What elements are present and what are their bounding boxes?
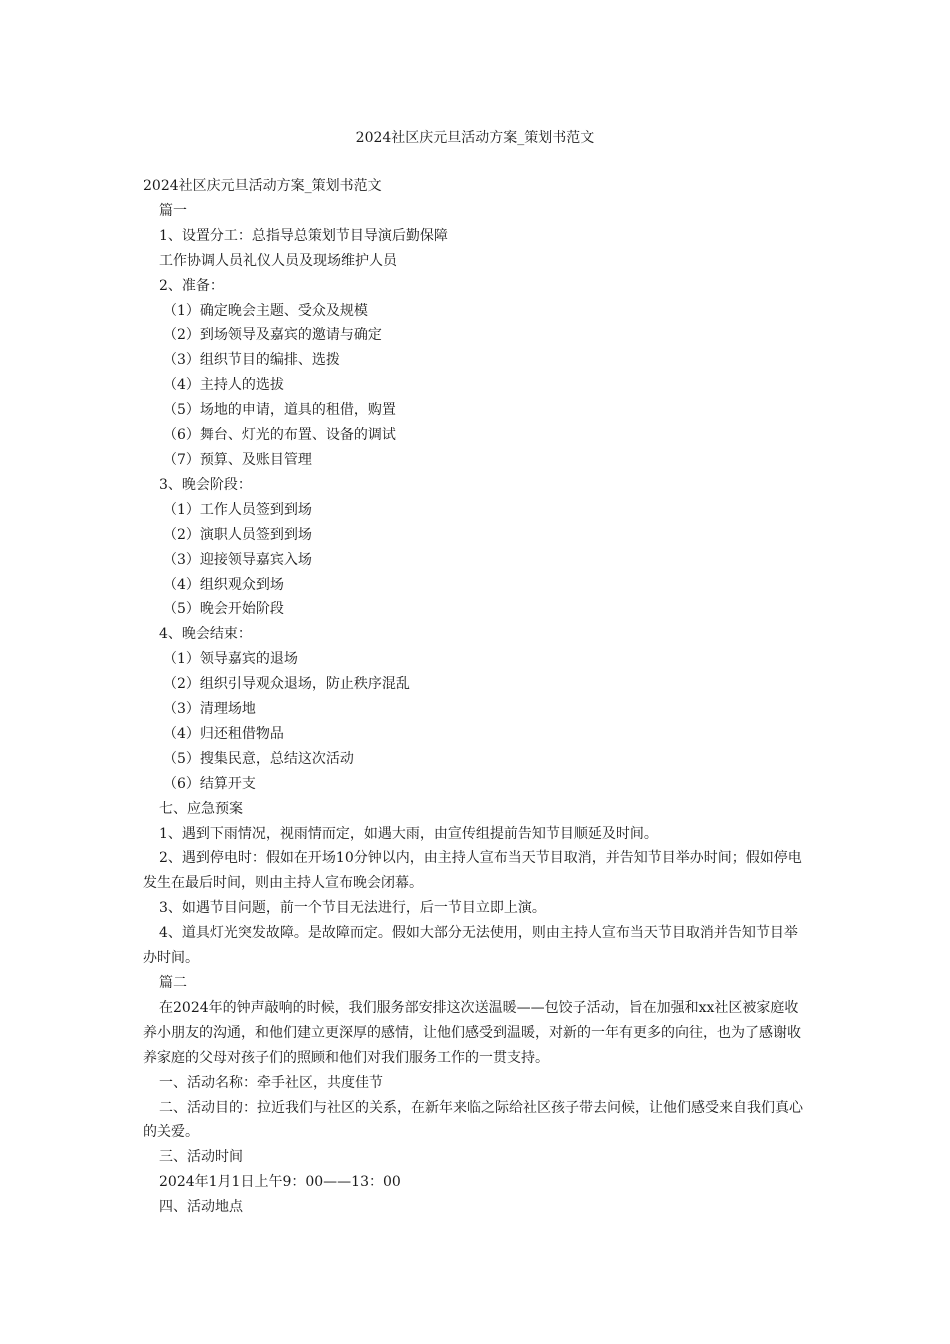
list-item: （1）工作人员签到到场 (163, 501, 312, 518)
paragraph: 工作协调人员礼仪人员及现场维护人员 (159, 252, 397, 269)
list-item: （7）预算、及账目管理 (163, 451, 312, 468)
paragraph: 2024年1月1日上午9：00——13：00 (159, 1174, 401, 1191)
list-item: （5）晚会开始阶段 (163, 601, 284, 618)
section-heading: 篇二 (159, 975, 187, 991)
paragraph: 3、如遇节目问题，前一个节目无法进行，后一节目立即上演。 (159, 900, 546, 917)
section-heading: 篇一 (159, 202, 187, 219)
section-heading: 七、应急预案 (159, 800, 243, 817)
document-title: 2024社区庆元旦活动方案_策划书范文 (355, 130, 595, 146)
list-item: （4）主持人的选拔 (163, 377, 284, 394)
list-item: （1）领导嘉宾的退场 (163, 651, 298, 668)
list-item: （2）到场领导及嘉宾的邀请与确定 (163, 327, 382, 344)
paragraph: 4、道具灯光突发故障。是故障而定。假如大部分无法使用，则由主持人宣布当天节目取消并告知节目举办时间。 (143, 925, 798, 967)
paragraph: 3、晚会阶段： (159, 476, 252, 493)
paragraph: 2、准备： (159, 277, 224, 294)
list-item: （5）搜集民意，总结这次活动 (163, 750, 354, 767)
list-item: （1）确定晚会主题、受众及规模 (163, 302, 368, 319)
list-item: （5）场地的申请，道具的租借，购置 (163, 402, 396, 419)
paragraph: 在2024年的钟声敲响的时候，我们服务部安排这次送温暖——包饺子活动，旨在加强和xx社区被家庭收养小朋友的沟通，和他们建立更深厚的感情，让他们感受到温暖，对新的一年有更多的向往，也为了感谢收养家庭的父母对孩子们的照顾和他们对我们服务工作的一贯支持。 (143, 999, 801, 1066)
list-item: （6）舞台、灯光的布置、设备的调试 (163, 427, 396, 444)
list-item: （4）组织观众到场 (163, 576, 284, 593)
list-item: （6）结算开支 (163, 775, 256, 792)
list-item: （3）组织节目的编排、选拨 (163, 352, 340, 369)
paragraph: 1、设置分工：总指导总策划节目导演后勤保障 (159, 227, 448, 244)
list-item: （4）归还租借物品 (163, 725, 284, 742)
list-item: （2）演职人员签到到场 (163, 526, 312, 543)
body-heading: 2024社区庆元旦活动方案_策划书范文 (143, 178, 382, 194)
list-item: （2）组织引导观众退场，防止秩序混乱 (163, 676, 410, 693)
document-body (143, 174, 811, 1220)
paragraph: 一、活动名称：牵手社区，共度佳节 (159, 1074, 383, 1091)
paragraph: 2、遇到停电时：假如在开场10分钟以内，由主持人宣布当天节目取消，并告知节目举办时间；假如停电发生在最后时间，则由主持人宣布晚会闭幕。 (143, 850, 802, 892)
list-item: （3）迎接领导嘉宾入场 (163, 551, 312, 568)
paragraph: 二、活动目的：拉近我们与社区的关系，在新年来临之际给社区孩子带去问候，让他们感受来自我们真心的关爱。 (143, 1099, 803, 1141)
paragraph: 1、遇到下雨情况，视雨情而定，如遇大雨，由宣传组提前告知节目顺延及时间。 (159, 825, 658, 842)
paragraph: 三、活动时间 (159, 1149, 243, 1166)
paragraph: 4、晚会结束： (159, 626, 252, 643)
list-item: （3）清理场地 (163, 701, 256, 718)
paragraph: 四、活动地点 (159, 1199, 243, 1216)
